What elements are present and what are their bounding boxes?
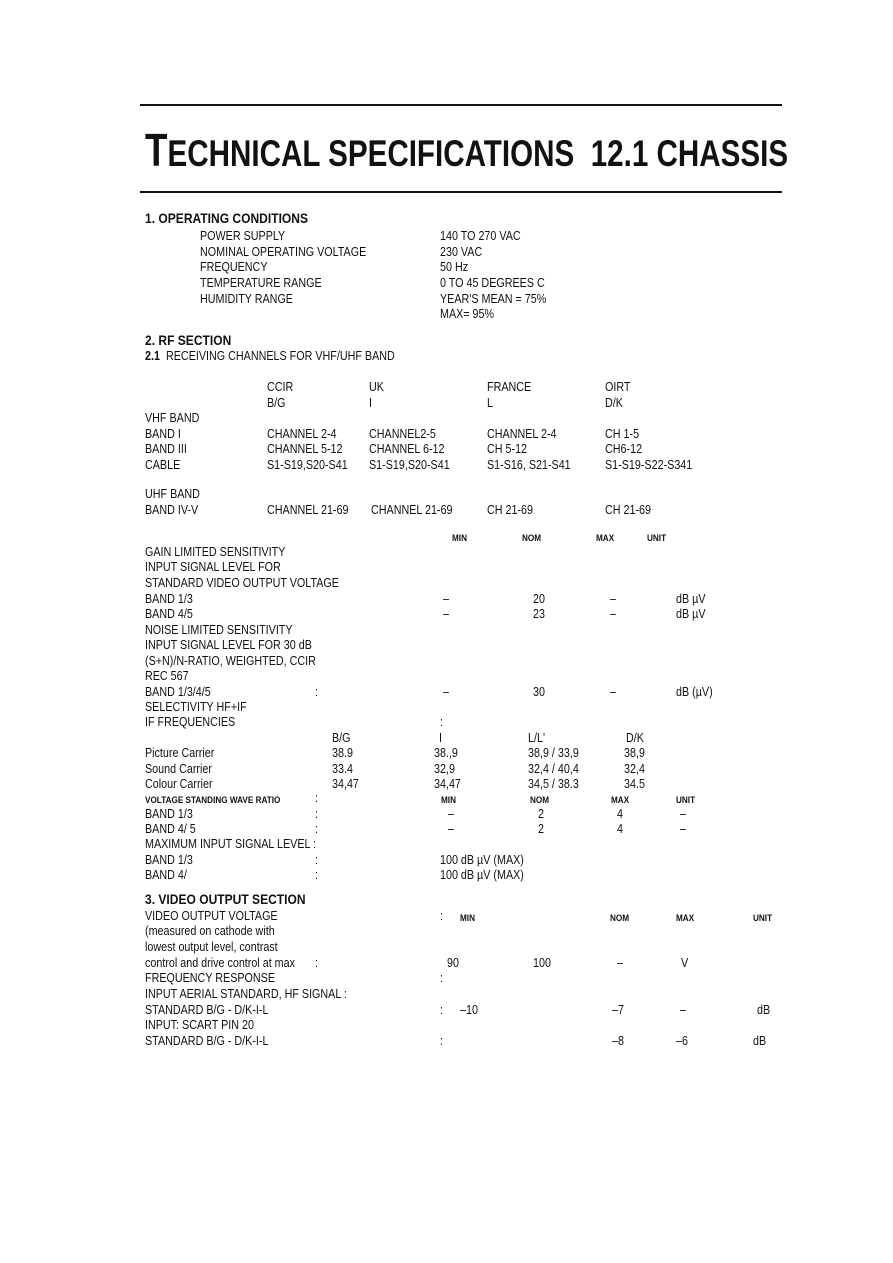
col-header-min: MIN bbox=[441, 795, 456, 806]
colon: : bbox=[440, 909, 443, 923]
cell: – bbox=[610, 607, 616, 621]
param-label: INPUT SIGNAL LEVEL FOR bbox=[145, 560, 281, 574]
spec-value: 50 Hz bbox=[440, 260, 469, 274]
row-label: BAND I bbox=[145, 427, 181, 441]
spec-label: HUMIDITY RANGE bbox=[200, 292, 293, 306]
col-header-max: MAX bbox=[596, 533, 615, 544]
cell: CHANNEL 21-69 bbox=[267, 503, 349, 517]
param-note: lowest output level, contrast bbox=[145, 940, 278, 954]
cell: S1-S16, S21-S41 bbox=[487, 458, 571, 472]
row-label: CABLE bbox=[145, 458, 181, 472]
spec-label: POWER SUPPLY bbox=[200, 229, 286, 243]
cell: 33.4 bbox=[332, 762, 353, 776]
cell: – bbox=[443, 685, 449, 699]
colon: : bbox=[315, 853, 318, 867]
cell: CHANNEL 2-4 bbox=[267, 427, 337, 441]
section-3-heading: 3. VIDEO OUTPUT SECTION bbox=[145, 891, 306, 907]
section-2-heading: 2. RF SECTION bbox=[145, 332, 232, 348]
row-label: STANDARD B/G - D/K-I-L bbox=[145, 1003, 269, 1017]
cell: 23 bbox=[533, 607, 545, 621]
param-label: (S+N)/N-RATIO, WEIGHTED, CCIR bbox=[145, 654, 316, 668]
colon: : bbox=[315, 956, 318, 970]
cell: 100 dB µV (MAX) bbox=[440, 853, 524, 867]
cell: 30 bbox=[533, 685, 545, 699]
vswr-label: VOLTAGE STANDING WAVE RATIO bbox=[145, 795, 281, 806]
if-header: D/K bbox=[626, 731, 644, 745]
col-header-min: MIN bbox=[460, 913, 475, 924]
title-underline bbox=[140, 191, 782, 193]
cell: dB bbox=[757, 1003, 771, 1017]
title-chassis: 12.1 CHASSIS bbox=[590, 133, 789, 174]
vhf-band-label: VHF BAND bbox=[145, 411, 200, 425]
cell: – bbox=[680, 807, 686, 821]
cell: CHANNEL 2-4 bbox=[487, 427, 557, 441]
col-header-max: MAX bbox=[611, 795, 630, 806]
top-rule bbox=[140, 104, 782, 106]
cell: –10 bbox=[460, 1003, 478, 1017]
standard-sub: D/K bbox=[605, 396, 623, 410]
page-title bbox=[145, 124, 789, 176]
cell: 38,9 / 33,9 bbox=[528, 746, 579, 760]
standard-sub: L bbox=[487, 396, 493, 410]
cell: dB µV bbox=[676, 607, 706, 621]
param-label: INPUT AERIAL STANDARD, HF SIGNAL : bbox=[145, 987, 347, 1001]
cell: 2 bbox=[538, 822, 544, 836]
cell: 38.,9 bbox=[434, 746, 458, 760]
cell: 34,5 / 38.3 bbox=[528, 777, 579, 791]
spec-value: 0 TO 45 DEGREES C bbox=[440, 276, 545, 290]
cell: – bbox=[680, 1003, 686, 1017]
subsection-number: 2.1 bbox=[145, 349, 160, 363]
col-header-unit: UNIT bbox=[676, 795, 696, 806]
param-label: STANDARD VIDEO OUTPUT VOLTAGE bbox=[145, 576, 339, 590]
standard-header: FRANCE bbox=[487, 380, 532, 394]
cell: – bbox=[680, 822, 686, 836]
row-label: BAND 1/3 bbox=[145, 807, 193, 821]
colon: : bbox=[315, 807, 318, 821]
col-header-max: MAX bbox=[676, 913, 695, 924]
cell: dB (µV) bbox=[676, 685, 713, 699]
standard-header: OIRT bbox=[605, 380, 631, 394]
cell: S1-S19-S22-S341 bbox=[605, 458, 693, 472]
cell: 32,9 bbox=[434, 762, 455, 776]
row-label: Sound Carrier bbox=[145, 762, 212, 776]
row-label: BAND 1/3/4/5 bbox=[145, 685, 211, 699]
cell: – bbox=[443, 592, 449, 606]
param-label: VIDEO OUTPUT VOLTAGE bbox=[145, 909, 278, 923]
title-text: ECHNICAL SPECIFICATIONS bbox=[167, 133, 575, 174]
cell: CH6-12 bbox=[605, 442, 643, 456]
cell: CH 1-5 bbox=[605, 427, 640, 441]
cell: 20 bbox=[533, 592, 545, 606]
uhf-band-label: UHF BAND bbox=[145, 487, 200, 501]
spec-value: 140 TO 270 VAC bbox=[440, 229, 521, 243]
cell: S1-S19,S20-S41 bbox=[369, 458, 450, 472]
cell: –6 bbox=[676, 1034, 688, 1048]
row-label: BAND 1/3 bbox=[145, 853, 193, 867]
if-header: I bbox=[439, 731, 442, 745]
param-label: FREQUENCY RESPONSE bbox=[145, 971, 276, 985]
param-label: GAIN LIMITED SENSITIVITY bbox=[145, 545, 286, 559]
param-label: NOISE LIMITED SENSITIVITY bbox=[145, 623, 293, 637]
cell: CHANNEL 5-12 bbox=[267, 442, 343, 456]
param-note: (measured on cathode with bbox=[145, 924, 275, 938]
standard-header: CCIR bbox=[267, 380, 294, 394]
cell: – bbox=[443, 607, 449, 621]
spec-value: YEAR'S MEAN = 75% bbox=[440, 292, 547, 306]
standard-header: UK bbox=[369, 380, 384, 394]
row-label: Picture Carrier bbox=[145, 746, 215, 760]
colon: : bbox=[440, 1003, 443, 1017]
cell: 34.5 bbox=[624, 777, 645, 791]
param-label: control and drive control at max bbox=[145, 956, 295, 970]
param-label: INPUT: SCART PIN 20 bbox=[145, 1018, 254, 1032]
col-header-unit: UNIT bbox=[753, 913, 773, 924]
col-header-nom: NOM bbox=[610, 913, 630, 924]
cell: CH 21-69 bbox=[605, 503, 652, 517]
col-header-min: MIN bbox=[452, 533, 467, 544]
cell: CHANNEL 6-12 bbox=[369, 442, 445, 456]
standard-sub: B/G bbox=[267, 396, 286, 410]
cell: 32,4 / 40,4 bbox=[528, 762, 579, 776]
if-header: B/G bbox=[332, 731, 351, 745]
cell: 4 bbox=[617, 807, 623, 821]
subsection-title: RECEIVING CHANNELS FOR VHF/UHF BAND bbox=[166, 349, 395, 363]
col-header-nom: NOM bbox=[530, 795, 550, 806]
colon: : bbox=[315, 685, 318, 699]
spec-label: FREQUENCY bbox=[200, 260, 268, 274]
colon: : bbox=[440, 715, 443, 729]
standard-sub: I bbox=[369, 396, 372, 410]
row-label: BAND 4/5 bbox=[145, 607, 193, 621]
cell: –7 bbox=[612, 1003, 624, 1017]
cell: CH 21-69 bbox=[487, 503, 534, 517]
spec-value: MAX= 95% bbox=[440, 307, 495, 321]
cell: 90 bbox=[447, 956, 459, 970]
title-initial: T bbox=[145, 124, 168, 176]
cell: – bbox=[610, 685, 616, 699]
col-header-nom: NOM bbox=[522, 533, 542, 544]
spec-label: TEMPERATURE RANGE bbox=[200, 276, 322, 290]
cell: – bbox=[448, 807, 454, 821]
cell: CHANNEL2-5 bbox=[369, 427, 436, 441]
colon: : bbox=[315, 791, 318, 805]
colon: : bbox=[440, 1034, 443, 1048]
cell: 4 bbox=[617, 822, 623, 836]
colon: : bbox=[440, 971, 443, 985]
cell: – bbox=[448, 822, 454, 836]
row-label: BAND III bbox=[145, 442, 187, 456]
row-label: BAND IV-V bbox=[145, 503, 199, 517]
section-1-heading: 1. OPERATING CONDITIONS bbox=[145, 210, 309, 226]
cell: CH 5-12 bbox=[487, 442, 528, 456]
if-header: L/L' bbox=[528, 731, 545, 745]
cell: CHANNEL 21-69 bbox=[371, 503, 453, 517]
cell: 34,47 bbox=[434, 777, 461, 791]
colon: : bbox=[315, 822, 318, 836]
param-label: SELECTIVITY HF+IF bbox=[145, 700, 247, 714]
cell: – bbox=[617, 956, 623, 970]
param-label: REC 567 bbox=[145, 669, 189, 683]
row-label: BAND 4/ 5 bbox=[145, 822, 196, 836]
param-label: INPUT SIGNAL LEVEL FOR 30 dB bbox=[145, 638, 312, 652]
param-label: IF FREQUENCIES bbox=[145, 715, 236, 729]
row-label: BAND 4/ bbox=[145, 868, 187, 882]
col-header-unit: UNIT bbox=[647, 533, 667, 544]
cell: – bbox=[610, 592, 616, 606]
cell: 38,9 bbox=[624, 746, 645, 760]
cell: 34,47 bbox=[332, 777, 359, 791]
cell: S1-S19,S20-S41 bbox=[267, 458, 348, 472]
spec-label: NOMINAL OPERATING VOLTAGE bbox=[200, 245, 367, 259]
spec-value: 230 VAC bbox=[440, 245, 483, 259]
cell: 32,4 bbox=[624, 762, 645, 776]
colon: : bbox=[315, 868, 318, 882]
cell: 2 bbox=[538, 807, 544, 821]
row-label: Colour Carrier bbox=[145, 777, 213, 791]
row-label: BAND 1/3 bbox=[145, 592, 193, 606]
cell: dB µV bbox=[676, 592, 706, 606]
cell: 100 bbox=[533, 956, 551, 970]
cell: –8 bbox=[612, 1034, 624, 1048]
cell: dB bbox=[753, 1034, 767, 1048]
cell: V bbox=[681, 956, 689, 970]
cell: 100 dB µV (MAX) bbox=[440, 868, 524, 882]
row-label: STANDARD B/G - D/K-I-L bbox=[145, 1034, 269, 1048]
cell: 38.9 bbox=[332, 746, 353, 760]
param-label: MAXIMUM INPUT SIGNAL LEVEL : bbox=[145, 837, 317, 851]
